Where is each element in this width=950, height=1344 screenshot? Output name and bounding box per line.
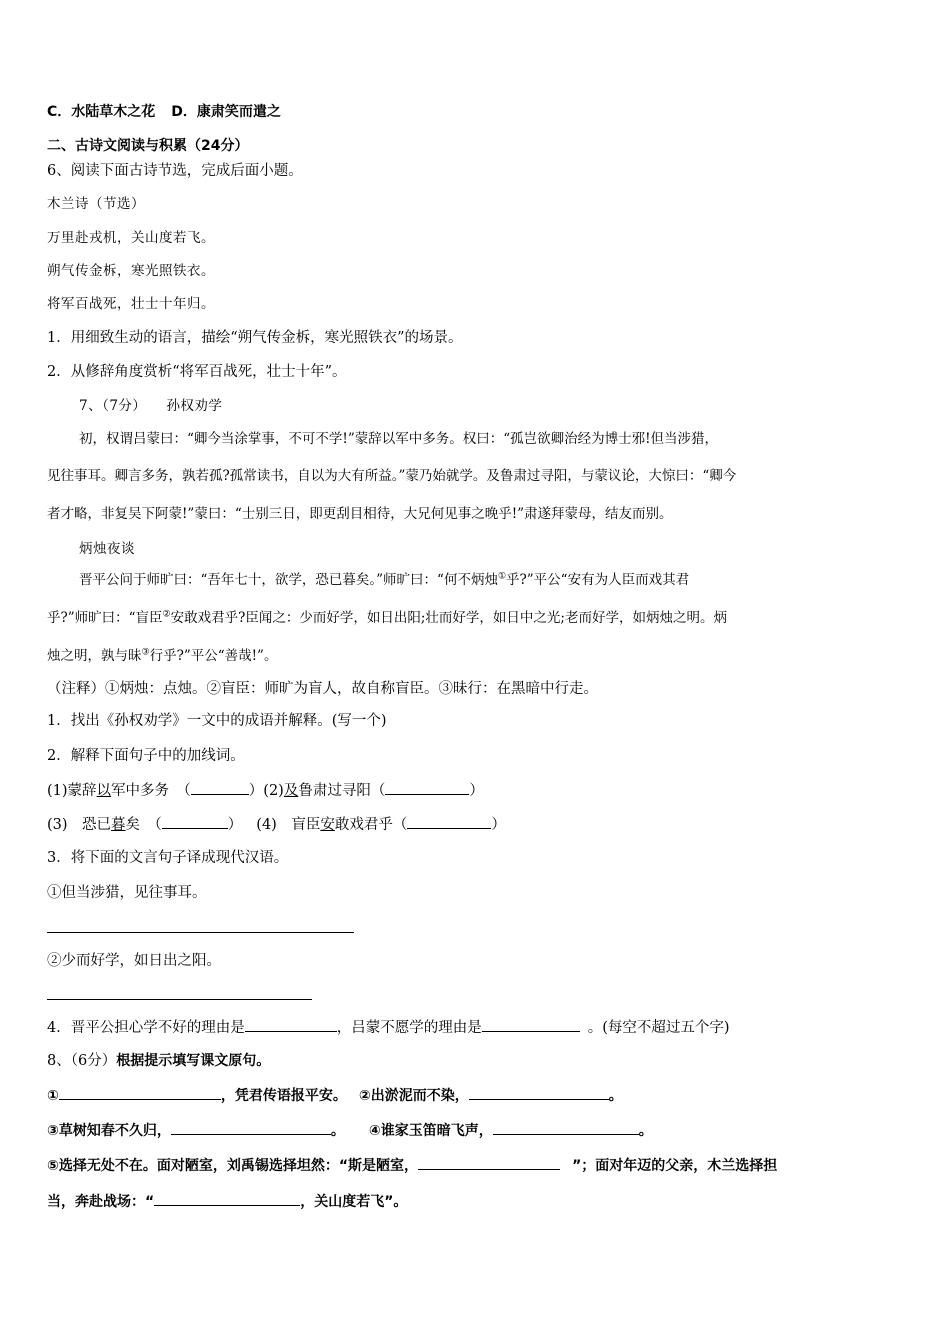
question-6-2: 2．从修辞角度赏析“将军百战死，壮士十年”。 xyxy=(47,364,347,380)
answer-blank[interactable] xyxy=(407,814,491,829)
underlined-word: 安 xyxy=(320,817,335,833)
question-6-intro: 6、阅读下面古诗节选，完成后面小题。 xyxy=(47,163,303,179)
poem-line: 朔气传金柝，寒光照铁衣。 xyxy=(47,263,215,279)
question-8-number: 8、（6分） xyxy=(47,1053,117,1069)
passage-line: 初，权谓吕蒙曰：“卿今当涂掌事，不可不学!”蒙辞以军中多务。权曰：“孤岂欲卿治经为博士邪!但当涉猎， xyxy=(79,431,719,447)
answer-blank[interactable] xyxy=(162,814,228,829)
answer-blank[interactable] xyxy=(191,780,249,795)
vocab-row-2: (3) 恐已暮矣 （ ） (4) 盲臣安敢戏君乎（ ） xyxy=(47,814,910,835)
passage-2-title: 炳烛夜谈 xyxy=(79,541,135,557)
answer-blank[interactable] xyxy=(245,1017,337,1032)
question-5-options xyxy=(47,102,910,122)
vocab-row-1: (1)蒙辞以军中多务 （ ）(2)及鲁肃过寻阳（ ） xyxy=(47,780,910,801)
question-7-header xyxy=(79,396,910,416)
passage-line: 晋平公问于师旷曰：“吾年七十，欲学，恐已暮矣。”师旷曰：“何不炳烛①乎?”平公“安有为人臣而戏其君 xyxy=(79,571,690,588)
annotation-note: （注释）①炳烛：点烛。②盲臣：师旷为盲人，故自称盲臣。③昧行：在黑暗中行走。 xyxy=(47,681,598,697)
question-7-2: 2．解释下面句子中的加线词。 xyxy=(47,748,245,764)
passage-line: 见往事耳。卿言多务，孰若孤?孤常读书，自以为大有所益。”蒙乃始就学。及鲁肃过寻阳，与蒙议论，大惊曰：“卿今 xyxy=(47,468,737,484)
underlined-word: 以 xyxy=(96,783,112,799)
question-8-header xyxy=(47,1051,910,1071)
passage-line: 乎?”师旷曰：“盲臣②安敢戏君乎?臣闻之：少而好学，如日出阳;壮而好学，如日中之光;老而好学，如炳烛之明。炳 xyxy=(47,609,727,626)
footnote-marker: ① xyxy=(497,571,507,582)
fill-row-2: ③草树知春不久归， 。 ④谁家玉笛暗飞声， 。 xyxy=(47,1120,910,1141)
question-8-title: 根据提示填写课文原句。 xyxy=(116,1053,271,1069)
fill-row-3: ⑤选择无处不在。面对陋室，刘禹锡选择坦然：“斯是陋室， ”；面对年迈的父亲，木兰选择担 xyxy=(47,1155,910,1176)
footnote-marker: ② xyxy=(162,609,171,620)
section-2-title: 二、古诗文阅读与积累（24分） xyxy=(47,138,249,154)
question-7-1: 1．找出《孙权劝学》一文中的成语并解释。(写一个) xyxy=(47,713,387,729)
poem-line: 万里赴戎机，关山度若飞。 xyxy=(47,230,215,246)
question-7-number: 7、（7分） xyxy=(79,398,147,414)
answer-blank[interactable] xyxy=(171,1120,331,1135)
answer-blank[interactable] xyxy=(482,1017,580,1032)
poem-line: 将军百战死，壮士十年归。 xyxy=(47,296,215,312)
answer-blank[interactable] xyxy=(59,1085,221,1100)
passage-line: 烛之明，孰与昧③行乎?”平公“善哉!”。 xyxy=(47,647,278,664)
answer-blank[interactable] xyxy=(469,1085,609,1100)
question-7-3: 3．将下面的文言句子译成现代汉语。 xyxy=(47,850,289,866)
answer-line[interactable] xyxy=(47,999,312,1000)
answer-blank[interactable] xyxy=(493,1120,639,1135)
passage-title: 孙权劝学 xyxy=(166,398,223,414)
fill-row-4: 当，奔赴战场：“ ，关山度若飞”。 xyxy=(47,1191,910,1212)
passage-line: 者才略，非复吴下阿蒙!”蒙曰：“士别三日，即更刮目相待，大兄何见事之晚乎!”肃遂拜蒙母，结友而别。 xyxy=(47,506,673,522)
answer-line[interactable] xyxy=(47,932,354,933)
option-d: D．康肃笑而遣之 xyxy=(171,104,281,120)
answer-blank[interactable] xyxy=(385,780,469,795)
answer-blank[interactable] xyxy=(154,1191,300,1206)
fill-row-1: ① ，凭君传语报平安。 ②出淤泥而不染， 。 xyxy=(47,1085,910,1106)
underlined-word: 及 xyxy=(283,783,299,799)
question-7-4: 4．晋平公担心学不好的理由是 ，吕蒙不愿学的理由是 。(每空不超过五个字) xyxy=(47,1017,910,1038)
underlined-word: 暮 xyxy=(111,817,126,833)
question-6-1: 1．用细致生动的语言，描绘“朔气传金柝，寒光照铁衣”的场景。 xyxy=(47,330,463,346)
option-c: C．水陆草木之花 xyxy=(47,104,156,120)
poem-title: 木兰诗（节选） xyxy=(47,196,145,212)
answer-blank[interactable] xyxy=(418,1155,560,1170)
translate-sentence-1: ①但当涉猎，见往事耳。 xyxy=(47,885,207,901)
translate-sentence-2: ②少而好学，如日出之阳。 xyxy=(47,953,221,969)
footnote-marker: ③ xyxy=(141,647,150,658)
